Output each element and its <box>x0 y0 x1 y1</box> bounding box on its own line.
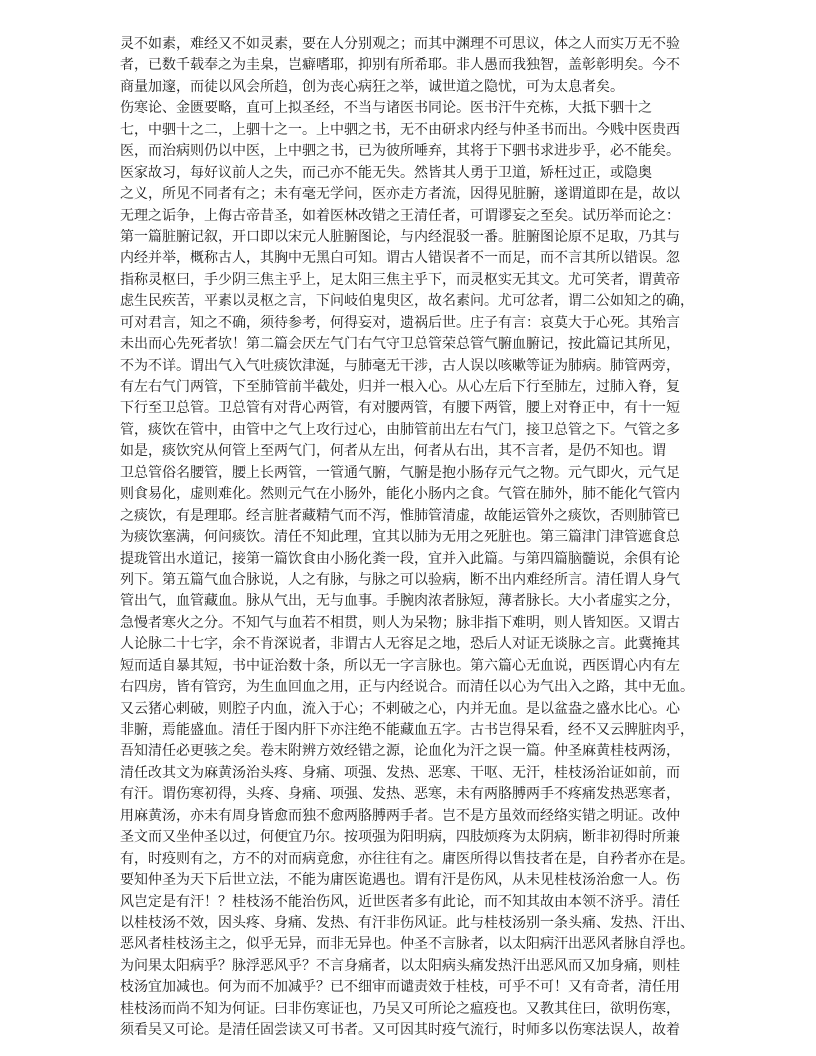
text-line: 第一篇脏腑记叙，开口即以宋元人脏腑图论，与内经混驳一番。脏腑图论原不足取，乃其与 <box>120 228 680 245</box>
text-line: 枝汤宜加减也。何为而不加减乎？已不细审而谴责效于桂枝，可乎不可！又有奇者，清任用 <box>120 979 680 996</box>
text-line: 为痰饮塞满，何问痰饮。清任不知此理，宜其以肺为无用之死脏也。第三篇津门津管遮食总 <box>120 529 680 546</box>
text-line: 七，中驷十之二，上驷十之一。上中驷之书，无不由研求内经与仲圣书而出。今贱中医贵西 <box>120 121 680 138</box>
text-line: 要知仲圣为天下后世立法，不能为庸医诡遇也。谓有汗是伤风，从未见桂枝汤治愈一人。伤 <box>120 872 680 889</box>
text-line: 以桂枝汤不效，因头疼、身痛、发热、有汗非伤风证。此与桂枝汤别一条头痛、发热、汗出、 <box>120 914 694 931</box>
text-line: 提珑管出水道记，接第一篇饮食由小肠化粪一段，宜并入此篇。与第四篇脑髓说，余俱有论 <box>120 550 680 567</box>
text-line: 医家故习，每好议前人之失，而己亦不能无失。然皆其人勇于卫道，矫枉过正，或隐奥 <box>120 164 652 181</box>
text-line: 列下。第五篇气血合脉说，人之有脉，与脉之可以验病，断不出内难经所言。清任谓人身气 <box>120 571 680 588</box>
text-line: 下行至卫总管。卫总管有对背心两管，有对腰两管，有腰下两管，腰上对脊正中，有十一短 <box>120 400 680 417</box>
document-page <box>120 34 716 1042</box>
text-line: 有左右气门两管，下至肺管前半截处，归并一根入心。从心左后下行至肺左，过肺入脊，复 <box>120 379 680 395</box>
text-line: 伤寒论、金匮要略，直可上拟圣经，不当与诸医书同论。医书汗牛充栋，大抵下驷十之 <box>120 100 652 117</box>
text-line: 内经并举，概称古人，其胸中无黑白可知。谓古人错误者不一而足，而不言其所以错误。忽 <box>120 250 680 267</box>
text-line: 急慢者寒火之分。不知气与血若不相贯，则人为呆物；脉非指下难明，则人皆知医。又谓古 <box>120 614 680 631</box>
text-line: 不为不详。谓出气入气吐痰饮津涎，与肺毫无干涉，古人误以咳嗽等证为肺病。肺管两旁， <box>120 357 680 374</box>
text-line: 商量加邃，而徒以风会所趋，创为丧心病狂之举，诚世道之隐忧，可为太息者矣。 <box>120 78 624 95</box>
text-line: 右四房，皆有管窍，为生血回血之用，正与内经说合。而清任以心为气出入之路，其中无血。 <box>120 679 694 696</box>
text-line: 须看吴又可论。是清任固尝读又可书者。又可因其时疫气流行，时师多以伤寒法误人，故着 <box>120 1022 680 1039</box>
text-line: 之痰饮，有是理耶。经言脏者藏精气而不泻，惟肺管清虚，故能运管外之痰饮，否则肺管已 <box>120 507 680 524</box>
text-line: 恶风者桂枝汤主之，似乎无异，而非无异也。仲圣不言脉者，以太阳病汗出恶风者脉自浮也。 <box>120 936 694 953</box>
text-line: 如是，痰饮究从何管上至两气门，何者从左出，何者从右出，其不言者，是仍不知也。谓 <box>120 443 666 460</box>
text-line: 卫总管俗名腰管，腰上长两管，一管通气腑，气腑是抱小肠存元气之物。元气即火，元气足 <box>120 464 680 481</box>
text-line: 管，痰饮在管中，由管中之气上攻行过心，由肺管前出左右气门，接卫总管之下。气管之多 <box>120 421 680 438</box>
text-line: 为问果太阳病乎？脉浮恶风乎？不言身痛者，以太阳病头痛发热汗出恶风而又加身痛，则桂 <box>120 957 680 974</box>
text-line: 风岂定是有汗！？桂枝汤不能治伤风，近世医者多有此论，而不知其故由本领不济乎。清任 <box>120 893 680 910</box>
text-line: 非腑，焉能盛血。清任于图内肝下亦注绝不能藏血五字。古书岂得呆看，经不又云脾脏肉乎， <box>120 722 694 738</box>
text-line: 桂枝汤而尚不知为何证。曰非伤寒证也，乃吴又可所论之瘟疫也。又教其住曰，欲明伤寒， <box>120 1000 680 1017</box>
text-line: 有，时疫则有之，方不的对而病竟愈，亦往往有之。庸医所得以售技者在是，自矜者亦在是。 <box>120 850 694 867</box>
text-line: 用麻黄汤，亦未有周身皆愈而独不愈两胳膊两手者。岂不是方虽效而经络实错之明证。改仲 <box>120 807 680 824</box>
text-line: 则食易化，虚则难化。然则元气在小肠外，能化小肠内之食。气管在肺外，肺不能化气管内 <box>120 486 680 503</box>
text-line: 可对君言，知之不确，须待参考，何得妄对，遗祸后世。庄子有言：哀莫大于心死。其殆言 <box>120 314 680 331</box>
text-line: 灵不如素，难经又不如灵素，要在人分别观之；而其中渊理不可思议，体之人而实万无不验 <box>120 36 680 52</box>
text-line: 吾知清任必更骇之矣。卷末附辨方效经错之源，论血化为汗之误一篇。仲圣麻黄桂枝两汤， <box>120 743 680 760</box>
text-line: 无理之诟争，上侮古帝昔圣，如着医林改错之王清任者，可谓谬妄之至矣。试历举而论之： <box>120 207 680 224</box>
text-line: 人论脉二十七字，余不肯深说者，非谓古人无容足之地，恐后人对证无谈脉之言。此冀掩其 <box>120 636 680 653</box>
text-line: 短而适自暴其短，书中证治数十条，所以无一字言脉也。第六篇心无血说，西医谓心内有左 <box>120 657 680 674</box>
text-line: 指称灵枢曰，手少阴三焦主乎上，足太阳三焦主乎下，而灵枢实无其文。尤可笑者，谓黄帝 <box>120 271 680 288</box>
text-line: 之义，所见不同者有之；未有毫无学问，医亦走方者流，因得见脏腑，遂谓道即在是，故以 <box>120 186 680 203</box>
text-line: 医，而治病则仍以中医，上中驷之书，已为彼所唾弃，其将于下驷书求进步乎，必不能矣。 <box>120 143 680 160</box>
text-line: 又云猪心剌破，则腔子内血，流入于心；不剌破之心，内并无血。是以盆盎之盛水比心。心 <box>120 700 680 717</box>
text-line: 圣文而又坐仲圣以过，何便宜乃尔。按项强为阳明病，四肢烦疼为太阴病，断非初得时所兼 <box>120 829 680 846</box>
text-line: 虑生民疾苦，平素以灵枢之言，下问岐伯鬼臾区，故名素问。尤可忿者，谓二公如知之的确， <box>120 293 694 310</box>
text-line: 管出气，血管藏血。脉从气出，无与血事。手腕肉浓者脉短，薄者脉长。大小者虚实之分， <box>120 593 680 610</box>
text-line: 者，已数千载奉之为圭臬，岂癖嗜耶，抑别有所希耶。非人愚而我独智，盖彰彰明矣。今不 <box>120 57 680 74</box>
text-line: 未出而心先死者欤！第二篇会厌左气门右气守卫总管荣总管气腑血腑记，按此篇记其所见， <box>120 336 680 353</box>
text-line: 有汗。谓伤寒初得，头疼、身痛、项强、发热、恶寒，未有两胳膊两手不疼痛发热恶寒者， <box>120 786 680 803</box>
text-line: 清任改其文为麻黄汤治头疼、身痛、项强、发热、恶寒、干呕、无汗，桂枝汤治证如前，而 <box>120 764 680 781</box>
